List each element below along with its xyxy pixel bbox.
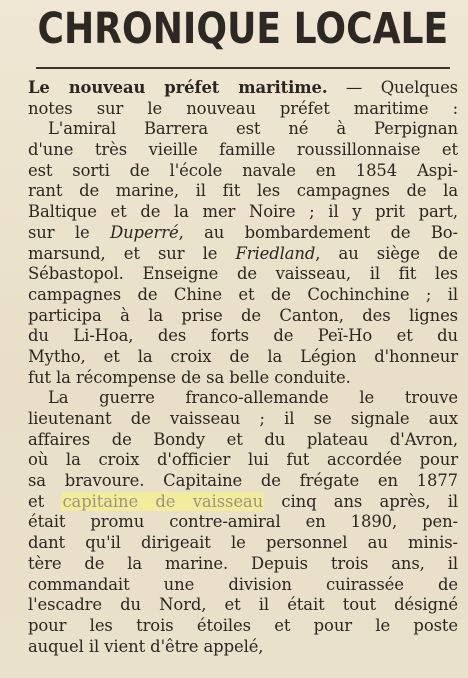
- article-line: auquel il vient d'être appelé,: [28, 636, 264, 656]
- article-line: [28, 244, 458, 265]
- article-line: du Li-Hoa, des forts de Peï-Ho et du: [28, 326, 458, 346]
- article-line: [28, 78, 458, 99]
- article-line: fut la récompense de sa belle conduite.: [28, 367, 351, 387]
- ship-name: Duperré: [110, 222, 179, 242]
- article-line: est sorti de l'école navale en 1854 Aspi-: [28, 160, 458, 180]
- article-line: rant de marine, il fit les campagnes de la: [28, 181, 458, 201]
- article-text: et: [28, 491, 45, 511]
- article-line: pour les trois étoiles et pour le poste: [28, 615, 458, 635]
- article-line: La guerre franco-allemande le trouve: [48, 388, 458, 408]
- article-line: commandait une division cuirassée de: [28, 574, 458, 594]
- article-line: affaires de Bondy et du plateau d'Avron,: [28, 429, 458, 449]
- section-title: CHRONIQUE LOCALE: [37, 4, 449, 54]
- article-text: sur le: [28, 222, 90, 242]
- article-line: lieutenant de vaisseau ; il se signale aux: [28, 409, 458, 428]
- article-heading: Le nouveau préfet maritime.: [28, 78, 328, 97]
- article-text: marsund, et sur le: [28, 243, 218, 263]
- section-masthead: [0, 0, 468, 68]
- article-line: Baltique et de la mer Noire ; il y prit part,: [28, 202, 458, 222]
- article-line: L'amiral Barrera est né à Perpignan: [48, 119, 458, 139]
- article-line: sa bravoure. Capitaine de frégate en 1877: [28, 471, 458, 491]
- article-line: l'escadre du Nord, et il était tout désigné: [28, 595, 458, 615]
- article-body: [28, 78, 458, 657]
- highlighted-phrase: capitaine de vaisseau: [62, 491, 264, 511]
- article-line: participa à la prise de Canton, des lignes: [28, 305, 458, 325]
- article-line: [28, 223, 458, 244]
- article-line: Mytho, et la croix de la Légion d'honneur: [28, 346, 458, 366]
- article-text: , au siège de: [315, 243, 458, 263]
- article-text: — Quelques: [327, 78, 458, 97]
- article-line: où la croix d'officier lui fut accordée pour: [28, 450, 458, 470]
- article-line: notes sur le nouveau préfet maritime :: [28, 98, 458, 118]
- article-line: d'une très vieille famille roussillonnaise et: [28, 140, 458, 160]
- article-text: cinq ans après, il: [264, 491, 458, 511]
- article-line: tère de la marine. Depuis trois ans, il: [28, 553, 458, 573]
- article-line: dant qu'il dirigeait le personnel au minis-: [28, 533, 458, 553]
- article-line: était promu contre-amiral en 1890, pen-: [28, 512, 458, 532]
- article-line: [28, 492, 458, 513]
- masthead-rule: [36, 67, 450, 69]
- article-line: campagnes de Chine et de Cochinchine ; il: [28, 284, 458, 304]
- article-line: Sébastopol. Enseigne de vaisseau, il fit les: [28, 264, 458, 284]
- article-text: , au bombardement de Bo-: [178, 222, 458, 242]
- ship-name: Friedland: [235, 243, 316, 263]
